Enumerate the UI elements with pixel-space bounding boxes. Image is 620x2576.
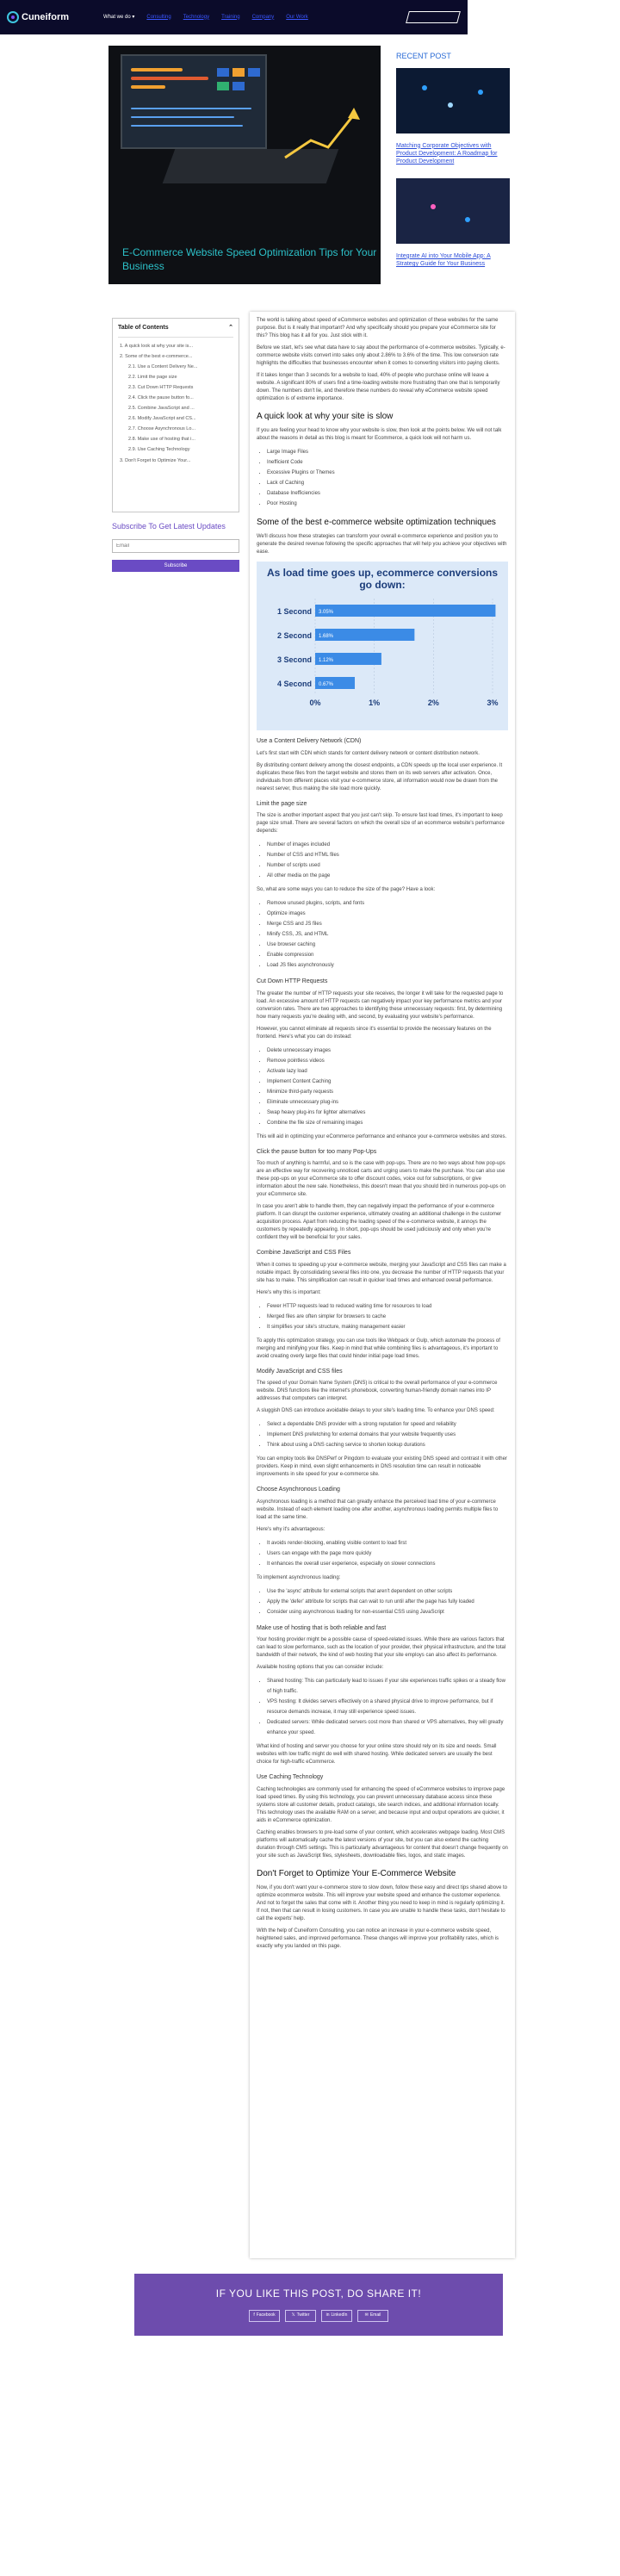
slow-reasons-list xyxy=(267,447,508,509)
list-item: • Use browser caching xyxy=(267,940,508,950)
paragraph: With the help of Cuneiform Consulting, you can notice an increase in your e-commerce website speed, heightened sales, and improved performance. These changes will improve your profitability rates, which is exactly why you landed on this page. xyxy=(257,1927,499,1949)
toc-item[interactable]: 1. A quick look at why your site is... xyxy=(120,343,193,349)
paragraph: To implement asynchronous loading: xyxy=(257,1574,341,1580)
paragraph: When it comes to speeding up your e-commerce website, merging your JavaScript and CSS files can make a notable impact. By consolidating several files into one, you decrease the number of HTTP requests that your site has to make. This simplification can result in quicker load times and enhanced overall performance. xyxy=(257,1262,506,1283)
list-item: • Enable compression xyxy=(267,950,508,960)
brand-name: Cuneiform xyxy=(22,11,69,22)
subheading-hosting: Make use of hosting that is both reliable and fast xyxy=(257,1624,387,1631)
x-tick-label: 2% xyxy=(427,698,439,707)
section-heading-best-techniques: Some of the best e-commerce website optimization techniques xyxy=(257,518,496,527)
toc-header[interactable] xyxy=(118,324,233,338)
toc-item[interactable]: 2. Some of the best e-commerce... xyxy=(120,353,193,359)
list-item: • It enhances the overall user experience, especially on slower connections xyxy=(267,1559,508,1569)
list-item: • Dedicated servers: While dedicated servers cost more than shared or VPS alternatives, they will greatly enhance your speed. xyxy=(267,1717,508,1738)
paragraph: What kind of hosting and server you choose for your online store should rely on its size and needs. Small websites with low traffic might do well with shared hosting. While dedicated servers are usually the best choice for high-traffic eCommerce. xyxy=(257,1744,497,1765)
hero-title: E-Commerce Website Speed Optimization Tips for Your Business xyxy=(122,246,377,273)
chart-plot xyxy=(262,592,503,721)
async-list xyxy=(267,1538,508,1569)
list-item: • Think about using a DNS caching service to shorten lookup durations xyxy=(267,1440,508,1450)
subheading-page-size: Limit the page size xyxy=(257,800,307,807)
twitter-icon: 𝕏 xyxy=(291,2312,295,2318)
recent-post-image-1[interactable] xyxy=(396,68,510,133)
brand-logo[interactable] xyxy=(7,10,69,25)
x-tick-label: 0% xyxy=(309,698,321,707)
data-label: 1.68% xyxy=(319,633,334,639)
recent-post-image-2[interactable] xyxy=(396,178,510,244)
chevron-up-icon[interactable]: ⌃ xyxy=(228,325,233,331)
list-item: • Lack of Caching xyxy=(267,478,508,488)
subscribe-title: Subscribe To Get Latest Updates xyxy=(112,522,226,531)
paragraph: The speed of your Domain Name System (DNS) is critical to the overall performance of your e-commerce website. DNS functions like the internet's phonebook, converting human-friendly domain names into IP addresses that computers can interpret. xyxy=(257,1381,498,1401)
nav-link-company[interactable]: Company xyxy=(251,14,275,20)
list-item: • Remove pointless videos xyxy=(267,1056,508,1066)
share-email-button[interactable]: ✉ Email xyxy=(357,2310,388,2322)
nav-link-our-work[interactable]: Our Work xyxy=(286,14,308,20)
list-item: • Swap heavy plug-ins for lighter alternatives xyxy=(267,1108,508,1118)
paragraph: Here's why it's advantageous: xyxy=(257,1526,326,1532)
list-item: • VPS hosting: It divides servers effectively on a shared physical drive to improve performance, but if resource demands increase, it may still experience speed issues. xyxy=(267,1697,508,1717)
category-label: 3 Second xyxy=(276,655,312,664)
list-item: • Combine the file size of remaining images xyxy=(267,1118,508,1128)
list-item: • Inefficient Code xyxy=(267,457,508,468)
recent-post-link-1[interactable]: Matching Corporate Objectives with Product Development: A Roadmap for Product Development xyxy=(396,142,498,165)
toc-item[interactable]: 3. Don't Forget to Optimize Your... xyxy=(120,457,191,463)
share-banner xyxy=(134,2274,503,2336)
async-list-2 xyxy=(267,1586,508,1617)
combine-list xyxy=(267,1301,508,1332)
share-twitter-button[interactable]: 𝕏 Twitter xyxy=(285,2310,316,2322)
list-item: • Large Image Files xyxy=(267,447,508,457)
share-linkedin-button[interactable]: in LinkedIn xyxy=(321,2310,352,2322)
paragraph: To apply this optimization strategy, you can use tools like Webpack or Gulp, which automate the process of merging and minifying your files. Keep in mind that while combining files is advantageous, it's important to avoid creating overly large files that could hinder initial page load times. xyxy=(257,1338,500,1359)
share-title: IF YOU LIKE THIS POST, DO SHARE IT! xyxy=(215,2287,422,2300)
category-label: 2 Second xyxy=(276,630,312,640)
nav-link-training[interactable]: Training xyxy=(221,14,240,20)
recent-posts xyxy=(393,46,513,284)
paragraph: The size is another important aspect that you just can't skip. To ensure fast load times, it's important to keep page size small. There are several factors on which the overall size of an ecommerce website's performance depends: xyxy=(257,813,505,834)
paragraph: We'll discuss how these strategies can transform your overall e-commerce experience and position you to generate the desired revenue following the specific approaches that will help you achieve your objectives with ease. xyxy=(257,534,507,555)
paragraph: However, you cannot eliminate all requests since it's essential to provide the necessary features on the frontend. Here's what you can do instead: xyxy=(257,1026,492,1040)
toc-item[interactable]: 2.7. Choose Asynchronous Lo... xyxy=(128,426,195,432)
conversion-chart xyxy=(257,562,508,730)
list-item: • It simplifies your site's structure, making management easier xyxy=(267,1322,508,1332)
paragraph: Let's first start with CDN which stands for content delivery network or content distribution network. xyxy=(257,750,480,756)
subheading-minify: Modify JavaScript and CSS files xyxy=(257,1368,343,1375)
intro-paragraph: The world is talking about speed of eCommerce websites and optimization of these websites for the same purpose. But is it really that important? And why specifically should you prepare your eCommerce site for this? This blog has it all for you. Just stick with it. xyxy=(257,318,499,338)
recent-posts-heading: RECENT POST xyxy=(396,52,451,60)
category-label: 4 Second xyxy=(276,679,312,688)
toc-item[interactable]: 2.2. Limit the page size xyxy=(128,374,177,380)
paragraph: Caching technologies are commonly used for enhancing the speed of eCommerce websites to improve page load speed times. By using this technology, you can prevent unnecessary database access since these systems store all customer details, product catalogs, site search indices, and additional information locally. This technology uses the available RAM on a server, and because input and output operations are quicker, it aids in eCommerce optimization. xyxy=(257,1786,505,1823)
list-item: • Users can engage with the page more quickly xyxy=(267,1549,508,1559)
nav-menu xyxy=(103,14,308,22)
list-item: • Remove unused plugins, scripts, and fonts xyxy=(267,898,508,909)
subscribe-button[interactable]: Subscribe xyxy=(112,560,239,572)
paragraph: So, what are some ways you can to reduce the size of the page? Have a look: xyxy=(257,887,436,892)
list-item: • Excessive Plugins or Themes xyxy=(267,468,508,478)
paragraph: Caching enables browsers to pre-load some of your content, which accelerates webpage loading. Most CMS platforms will automatically cache the latest versions of your site, but you can also extend the caching duration through CMS settings. This is particularly advantageous for content that doesn't change frequently on your site such as JavaScript files, stylesheets, downloadable files, logos, and static images. xyxy=(257,1829,508,1859)
toc-item[interactable]: 2.6. Modify JavaScript and CS... xyxy=(128,416,196,422)
subheading-caching: Use Caching Technology xyxy=(257,1774,324,1780)
list-item: • Poor Hosting xyxy=(267,499,508,509)
article-body xyxy=(250,312,515,2258)
subheading-http: Cut Down HTTP Requests xyxy=(257,978,328,984)
subheading-popups: Click the pause button for too many Pop-Ups xyxy=(257,1148,377,1155)
list-item: • Delete unnecessary images xyxy=(267,1046,508,1056)
hosting-list xyxy=(267,1676,508,1738)
paragraph: Here's why this is important: xyxy=(257,1289,321,1295)
section-heading-conclusion: Don't Forget to Optimize Your E-Commerce Website xyxy=(257,1868,456,1878)
list-item: • Load JS files asynchronously xyxy=(267,960,508,971)
toc-item[interactable]: 2.9. Use Caching Technology xyxy=(128,447,190,453)
list-item: • Optimize images xyxy=(267,909,508,919)
paragraph: Asynchronous loading is a method that can greatly enhance the perceived load time of your e-commerce website. Instead of each element loading one after another, asynchronous loading permits multiple files to load at the same time. xyxy=(257,1499,499,1520)
data-label: 0.67% xyxy=(319,681,334,687)
linkedin-icon: in xyxy=(326,2312,330,2318)
paragraph: Now, if you don't want your e-commerce store to slow down, follow these easy and direct tips shared above to optimize ecommerce website. This will improve your website speed and enhance the customer experience. And not to forget the sales that come with it. Another thing you need to keep in mind is regularly optimizing it. If not, then that can result in losing customers. In case you are unable to handle these tasks, don't hesitate to call the experts' help. xyxy=(257,1884,507,1921)
minify-list xyxy=(267,1419,508,1450)
list-item: • Apply the 'defer' attribute for scripts that can wait to run until after the page has fully loaded xyxy=(267,1597,508,1607)
facebook-icon: f xyxy=(253,2312,255,2318)
list-item: • Implement DNS prefetching for external domains that your website frequently uses xyxy=(267,1430,508,1440)
list-item: • Use the 'async' attribute for external scripts that aren't dependent on other scripts xyxy=(267,1586,508,1597)
subheading-async: Choose Asynchronous Loading xyxy=(257,1487,340,1493)
list-item: • Shared hosting: This can particularly lead to issues if your site experiences traffic spikes or a steady flow of high traffic. xyxy=(267,1676,508,1697)
toc-item[interactable]: 2.3. Cut Down HTTP Requests xyxy=(128,384,194,390)
list-item: • Minify CSS, JS, and HTML xyxy=(267,929,508,940)
data-label: 1.12% xyxy=(319,657,334,663)
subheading-cdn: Use a Content Delivery Network (CDN) xyxy=(257,738,362,744)
toc-title: Table of Contents xyxy=(118,325,169,331)
size-factors-list xyxy=(267,840,508,881)
paragraph: A sluggish DNS can introduce avoidable delays to your site's loading time. To enhance your DNS speed: xyxy=(257,1408,495,1413)
size-ways-list xyxy=(267,898,508,971)
paragraph: By distributing content delivery among the closest endpoints, a CDN speeds up the local user experience. It duplicates these files from the target website and stores them on its web servers after activation. Once, individuals from different places visit your e-commerce store, all information would now be drawn from the nearest server, thus making the site load more quickly. xyxy=(257,762,503,791)
toc-item[interactable]: 2.4. Click the pause button fo... xyxy=(128,394,194,400)
list-item: • Number of images included xyxy=(267,840,508,850)
intro-paragraph: Before we start, let's see what data have to say about the performance of e-commerce websites. Typically, e-commerce website visits convert into sales only about 2.86% to 3.6% of the time. This low conversion rate highlights the difficulties that businesses encounter when it comes to converting visitors into paying clients. xyxy=(257,345,505,366)
nav-what-we-do[interactable]: What we do ▾ xyxy=(103,14,135,20)
paragraph: You can employ tools like DNSPerf or Pingdom to evaluate your existing DNS speed and contrast it with other providers. Keep in mind, even slight enhancements in DNS resolution time can result in noticeable improvements in site speed for your e-commerce site. xyxy=(257,1456,507,1477)
list-item: • Minimize third-party requests xyxy=(267,1087,508,1097)
hero-image xyxy=(108,46,381,284)
email-icon: ✉ xyxy=(364,2312,369,2318)
list-item: • Select a dependable DNS provider with a strong reputation for speed and reliability xyxy=(267,1419,508,1430)
toc-item[interactable]: 2.5. Combine JavaScript and ... xyxy=(128,406,195,412)
x-tick-label: 1% xyxy=(369,698,381,707)
list-item: • Fewer HTTP requests lead to reduced waiting time for resources to load xyxy=(267,1301,508,1312)
toc-item[interactable]: 2.8. Make use of hosting that i... xyxy=(128,437,195,443)
list-item: • Consider using asynchronous loading for non-essential CSS using JavaScript xyxy=(267,1607,508,1617)
paragraph: In case you aren't able to handle them, they can negatively impact the performance of your e-commerce platform. It can disrupt the customer experience, ultimately creating an additional challenge in the customer acquisition process. Apart from reducing the loading speed of the e-commerce website, it annoys the customers by repeatedly appearing. In short, pop-ups should be used judiciously and only when you're confident they will be beneficial for your sales. xyxy=(257,1204,502,1240)
contact-button[interactable] xyxy=(406,11,461,23)
paragraph: This will aid in optimizing your eCommerce performance and enhance your e-commerce websites and stores. xyxy=(257,1133,507,1139)
x-tick-label: 3% xyxy=(487,698,499,707)
paragraph: Available hosting options that you can consider include: xyxy=(257,1665,384,1670)
nav-link-technology[interactable]: Technology xyxy=(183,14,210,20)
section-heading-quick-look: A quick look at why your site is slow xyxy=(257,412,394,421)
table-of-contents xyxy=(112,318,239,512)
category-label: 1 Second xyxy=(276,606,312,616)
nav-link-consulting[interactable]: Consulting xyxy=(146,14,171,20)
monitor-illustration xyxy=(121,54,267,149)
paragraph: Your hosting provider might be a possible cause of speed-related issues. While there are various factors that can lead to slow performance, such as the location of your provider, their physical infrastructure, and the total bandwidth of their network, the kind of web hosting that your site employs can also affect its performance. xyxy=(257,1637,506,1658)
chart-title: As load time goes up, ecommerce conversions go down: xyxy=(266,567,499,592)
top-navigation xyxy=(0,0,468,34)
share-buttons xyxy=(134,2310,503,2322)
growth-arrow-icon xyxy=(281,97,367,166)
http-list xyxy=(267,1046,508,1128)
list-item: • Number of scripts used xyxy=(267,860,508,871)
data-label: 3.05% xyxy=(319,609,334,615)
paragraph: If you are feeling your head to know why your website is slow, then look at the points below. We will not talk about the reasons in detail as this blog is meant for Ecommerce, a quick look will not harm us. xyxy=(257,428,502,441)
logo-icon xyxy=(7,11,19,23)
intro-paragraph: If it takes longer than 3 seconds for a website to load, 40% of people who purchase online will leave a website. A significant 80% of users find a time-loading website more frustrating than one that is temporarily down. The numbers don't lie, and therefore these numbers do reveal why eCommerce website speed optimization is of extreme importance. xyxy=(257,373,500,401)
list-item: • Implement Content Caching xyxy=(267,1077,508,1087)
email-field[interactable] xyxy=(112,539,239,553)
list-item: • Eliminate unnecessary plug-ins xyxy=(267,1097,508,1108)
list-item: • Database Inefficiencies xyxy=(267,488,508,499)
list-item: • Number of CSS and HTML files xyxy=(267,850,508,860)
list-item: • Merge CSS and JS files xyxy=(267,919,508,929)
subheading-combine: Combine JavaScript and CSS Files xyxy=(257,1250,351,1256)
paragraph: The greater the number of HTTP requests your site receives, the longer it will take for the requested page to load. An excessive amount of HTTP requests can negatively impact your key performance metrics and your conversion rates. There are two approaches to identifying these unnecessary requests: first, by determining how many requests you're dealing with, and second, by evaluating your website's performance. xyxy=(257,990,504,1020)
list-item: • All other media on the page xyxy=(267,871,508,881)
toc-item[interactable]: 2.1. Use a Content Delivery Ne... xyxy=(128,363,198,369)
list-item: • Merged files are often simpler for browsers to cache xyxy=(267,1312,508,1322)
paragraph: Too much of anything is harmful, and so is the case with pop-ups. There are no two ways about how pop-ups are an effective way for recovering unnoticed carts and urging users to make the purchase. You can also use these pop-ups on your eCommerce site to offer discount codes, voice out for subscriptions, or give information about the new sale. Nonetheless, this doesn't mean that you should bird in numerous pop-ups on your eCommerce site. xyxy=(257,1161,505,1197)
list-item: • It avoids render-blocking, enabling visible content to load first xyxy=(267,1538,508,1549)
share-facebook-button[interactable]: f Facebook xyxy=(249,2310,280,2322)
list-item: • Activate lazy load xyxy=(267,1066,508,1077)
recent-post-link-2[interactable]: Integrate AI into Your Mobile App: A Strategy Guide for Your Business xyxy=(396,252,491,268)
bar xyxy=(315,605,495,617)
